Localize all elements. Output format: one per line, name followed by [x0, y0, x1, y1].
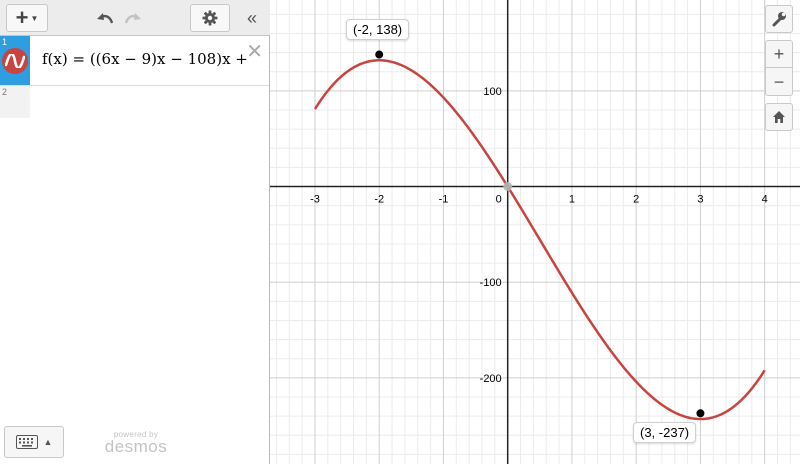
- double-chevron-left-icon: «: [246, 7, 257, 28]
- y-tick-label: -100: [479, 277, 502, 290]
- redo-button[interactable]: [120, 4, 146, 32]
- zoom-out-button[interactable]: [765, 68, 793, 96]
- graph-style-toggle[interactable]: [2, 48, 28, 74]
- expression-row-1[interactable]: [0, 36, 269, 86]
- gear-icon: [202, 10, 218, 26]
- keyboard-button[interactable]: [4, 426, 64, 458]
- expression-index: 2: [2, 87, 8, 97]
- add-item-button[interactable]: [6, 4, 48, 32]
- caret-up-icon: ▲: [43, 437, 53, 447]
- x-tick-label: 2: [633, 193, 640, 206]
- y-tick-label: -200: [479, 372, 502, 385]
- expression-list: [0, 36, 269, 118]
- expression-toolbar: [0, 0, 270, 36]
- minus-icon: −: [773, 71, 785, 92]
- expression-tab: [0, 36, 30, 85]
- settings-button[interactable]: [190, 4, 230, 32]
- origin-label: 0: [495, 193, 502, 206]
- close-icon: ✕: [246, 41, 263, 63]
- point-label-maximum[interactable]: (-2, 138): [346, 19, 409, 40]
- minimum-point: [696, 409, 704, 417]
- graph-paper[interactable]: [270, 0, 800, 464]
- x-tick-label: -1: [438, 193, 449, 206]
- keyboard-icon: [16, 435, 38, 449]
- sine-wave-icon: [5, 54, 25, 68]
- intercept-point: [503, 182, 512, 191]
- point-label-minimum[interactable]: (3, -237): [633, 422, 696, 443]
- delete-expression-button[interactable]: [246, 42, 263, 62]
- curve-layer: [315, 60, 765, 419]
- y-tick-label: 100: [483, 85, 502, 98]
- plus-icon: +: [773, 44, 785, 64]
- plus-icon: +: [15, 5, 29, 30]
- redo-icon: [123, 11, 143, 25]
- graph-canvas[interactable]: [270, 0, 800, 464]
- desmos-branding[interactable]: [104, 430, 168, 457]
- wrench-icon: [771, 11, 787, 27]
- home-icon: [772, 110, 786, 124]
- expression-panel: [0, 0, 270, 464]
- x-tick-label: 3: [697, 193, 704, 206]
- desmos-logo: desmos: [104, 437, 168, 456]
- caret-down-icon: ▼: [30, 13, 39, 23]
- graph-settings-button[interactable]: [765, 5, 793, 33]
- point-layer: [375, 51, 704, 418]
- x-tick-label: 1: [568, 193, 576, 206]
- expression-tab: [0, 86, 30, 118]
- zoom-in-button[interactable]: [765, 40, 793, 68]
- collapse-panel-button[interactable]: [240, 4, 264, 32]
- x-tick-label: -2: [374, 193, 385, 206]
- undo-icon: [95, 11, 115, 25]
- function-curve: [315, 60, 765, 419]
- expression-math[interactable]: f(x) = ((6x − 9)x − 108)x +: [42, 50, 248, 68]
- powered-by-text: powered by: [113, 430, 159, 439]
- x-tick-label: -3: [310, 193, 320, 206]
- undo-button[interactable]: [92, 4, 118, 32]
- expression-index: 1: [2, 37, 8, 47]
- expression-row-2[interactable]: [0, 86, 269, 118]
- x-tick-label: 4: [761, 193, 768, 206]
- default-viewport-button[interactable]: [765, 103, 793, 131]
- maximum-point: [375, 51, 383, 59]
